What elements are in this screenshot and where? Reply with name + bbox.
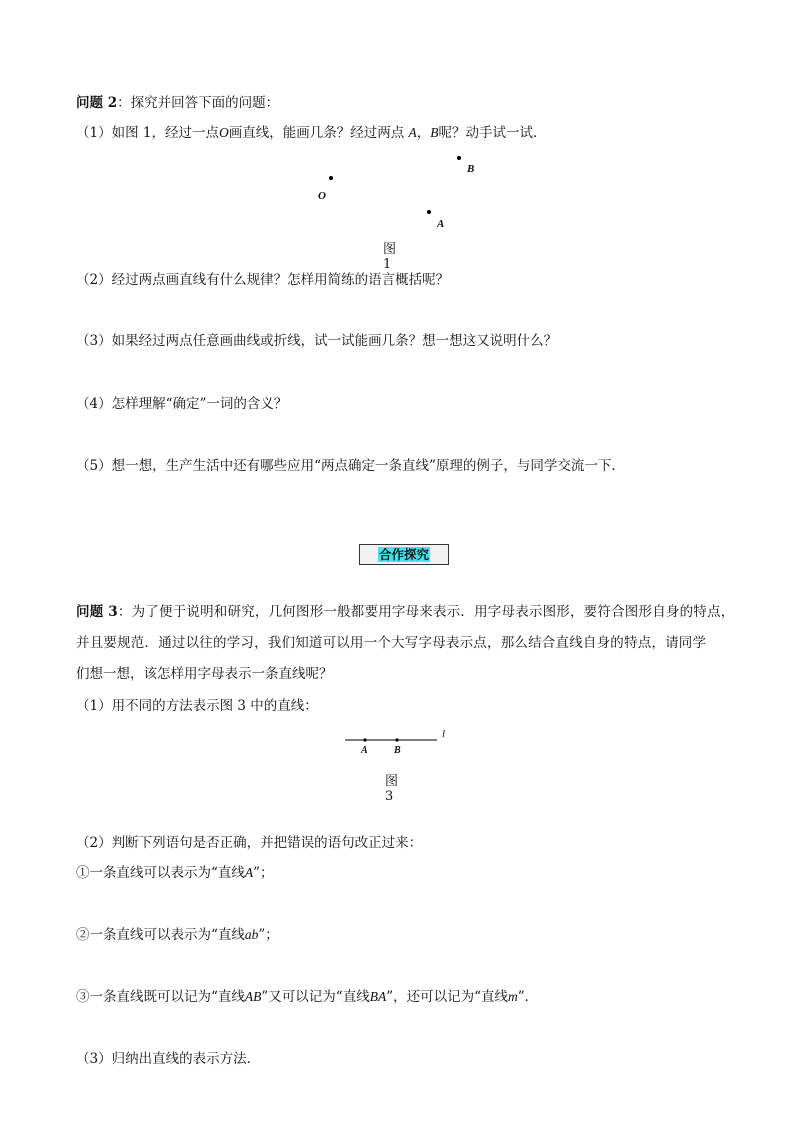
figure-1-caption: 图 1	[383, 242, 397, 272]
line-l-label: l	[442, 728, 446, 740]
question-3-line-1-text: ：为了便于说明和研究，几何图形一般都要用字母来表示．用字母表示图形，要符合图形自身的特点，	[117, 604, 735, 620]
statement-2-text-a: ②一条直线可以表示为“直线	[76, 927, 245, 943]
statement-2-text-b: ”；	[258, 927, 279, 943]
question-3-label: 问题 3	[76, 604, 118, 620]
question-2-heading-text: ：探究并回答下面的问题：	[117, 95, 280, 111]
statement-1-var: A	[244, 865, 254, 880]
point-o-dot	[329, 176, 333, 180]
question-2-part-2: （2）经过两点画直线有什么规律？怎样用简练的语言概括呢？	[76, 272, 450, 288]
line-point-a-dot	[363, 738, 366, 741]
point-a-ref: A	[408, 125, 417, 140]
statement-3-var-m: m	[508, 989, 518, 1004]
part-1-text-b: 画直线，能画几条？经过两点	[228, 125, 405, 141]
statement-1-text-a: ①一条直线可以表示为“直线	[76, 865, 245, 881]
question-2-label: 问题 2	[76, 95, 118, 111]
statement-3-text-b: ”又可以记为“直线	[261, 989, 370, 1005]
point-b-dot	[457, 156, 461, 160]
question-2-part-5: （5）想一想，生产生活中还有哪些应用“两点确定一条直线”原理的例子，与同学交流一下.	[76, 458, 616, 474]
question-3-line-1	[76, 603, 734, 621]
statement-1-text-b: ”；	[253, 865, 274, 881]
line-point-b-dot	[395, 738, 398, 741]
question-2-heading	[76, 94, 279, 112]
line-point-a-label: A	[361, 745, 368, 756]
point-a-label: A	[437, 218, 445, 230]
question-3-line-3: 们想一想，该怎样用字母表示一条直线呢？	[76, 666, 333, 682]
question-3-part-1: （1）用不同的方法表示图 3 中的直线：	[76, 698, 318, 714]
question-3-part-2: （2）判断下列语句是否正确，并把错误的语句改正过来：	[76, 835, 423, 851]
statement-3-var-ab: AB	[244, 989, 262, 1004]
statement-3-text-d: ”．	[517, 989, 539, 1005]
statement-3-text-a: ③一条直线既可以记为“直线	[76, 989, 245, 1005]
point-b-ref: B	[430, 125, 439, 140]
figure-3-caption: 图 3	[385, 774, 399, 804]
part-1-text-c: 呢？动手试一试．	[438, 125, 547, 141]
section-title-box	[359, 544, 449, 565]
part-1-comma: ，	[416, 125, 431, 141]
point-o-ref: O	[218, 125, 229, 140]
statement-3-var-ba: BA	[369, 989, 387, 1004]
statement-3-text-c: ”，还可以记为“直线	[386, 989, 509, 1005]
question-3-part-3: （3）归纳出直线的表示方法．	[76, 1051, 261, 1067]
question-2-part-1	[76, 124, 547, 142]
question-3-line-2: 并且要规范．通过以往的学习，我们知道可以用一个大写字母表示点，那么结合直线自身的特点，请同学	[76, 635, 707, 651]
point-b-label: B	[467, 163, 475, 175]
question-2-part-3: （3）如果经过两点任意画曲线或折线，试一试能画几条？想一想这又说明什么？	[76, 333, 558, 349]
statement-2-var: ab	[244, 927, 259, 942]
point-o-label: O	[318, 190, 326, 202]
part-1-text-a: （1）如图 1，经过一点	[76, 125, 219, 141]
statement-3	[76, 988, 538, 1006]
section-title: 合作探究	[378, 547, 429, 562]
question-2-part-4: （4）怎样理解“确定”一词的含义？	[76, 396, 288, 412]
line-point-b-label: B	[394, 745, 401, 756]
point-a-dot	[427, 210, 431, 214]
statement-1	[76, 864, 274, 882]
statement-2	[76, 926, 279, 944]
